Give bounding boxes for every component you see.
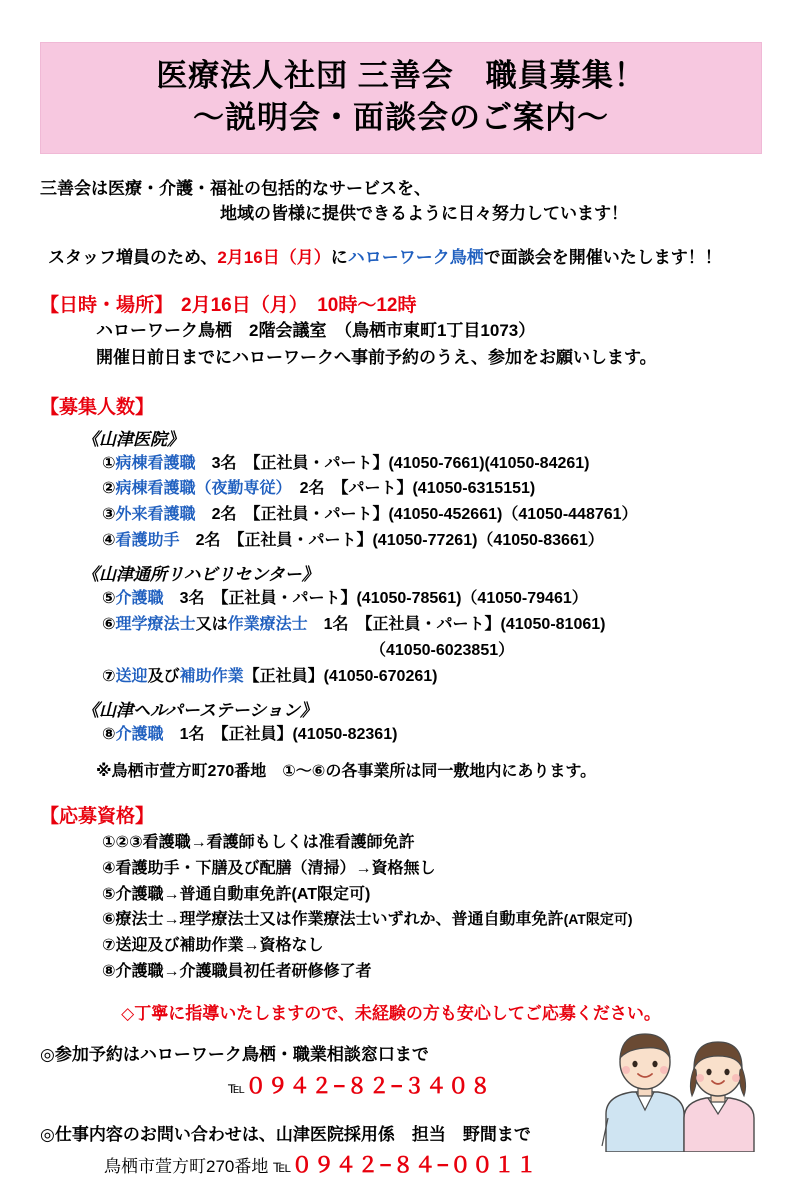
recruit-item [40, 664, 774, 690]
intro-line-1: 三善会は医療・介護・福祉の包括的なサービスを、 [40, 178, 431, 198]
item-job-alt: 補助作業 [179, 667, 244, 685]
qualification-item: ④看護助手・下膳及び配膳（清掃）→資格無し [102, 859, 436, 877]
recruit-item [40, 476, 774, 502]
recruit-group-title: 《山津医院》 [82, 429, 184, 449]
item-rest: 2名 【正社員・パート】(41050-77261)（41050-83661） [179, 532, 604, 550]
qualification-item: ⑤介護職→普通自動車免許(AT限定可) [102, 885, 371, 903]
intro-line-3-pre: スタッフ増員のため、 [48, 247, 218, 267]
qualification-section [28, 801, 774, 985]
intro-line-3-post: で面談会を開催いたします！！ [483, 247, 722, 267]
qualification-item-text: ⑥療法士→理学療法士又は作業療法士いずれか、普通自動車免許 [102, 911, 564, 929]
title-banner [40, 42, 762, 154]
item-number: ④ [102, 532, 116, 550]
qualification-item [40, 907, 774, 933]
item-job-connector: 又は [195, 616, 228, 634]
datetime-heading: 【日時・場所】 [40, 295, 174, 317]
item-number: ⑦ [102, 667, 116, 685]
intro-block [28, 176, 774, 271]
datetime-section [28, 290, 774, 371]
item-number: ⑧ [102, 725, 116, 743]
item-rest: 1名 【正社員】(41050-82361) [163, 725, 398, 743]
item-number: ⑤ [102, 590, 116, 608]
banner-title-line-1: 医療法人社団 三善会 職員募集！ [156, 58, 646, 93]
item-job: 介護職 [115, 590, 164, 608]
contact-address-2: 鳥栖市萱方町270番地 [104, 1157, 269, 1177]
item-job: 看護助手 [115, 532, 180, 550]
contact-phone-2: ０９４２−８４−００１１ [291, 1154, 538, 1178]
item-job-connector: 及び [147, 667, 180, 685]
recruit-item [40, 528, 774, 554]
qualification-item: ①②③看護職→看護師もしくは准看護師免許 [102, 833, 415, 851]
phone-icon: ℡ [228, 1079, 246, 1097]
item-job: 送迎 [115, 667, 148, 685]
item-job: 介護職 [115, 725, 164, 743]
intro-line-2: 地域の皆様に提供できるように日々努力しています！ [220, 204, 628, 224]
recruit-heading: 【募集人数】 [40, 396, 155, 418]
item-job: 病棟看護職 [115, 454, 196, 472]
item-job: 外来看護職 [115, 506, 196, 524]
item-job-alt: 作業療法士 [227, 616, 308, 634]
flyer-page [0, 42, 802, 1176]
recruit-group-title: 《山津ヘルパーステーション》 [82, 700, 317, 720]
recruit-note: ※鳥栖市萱方町270番地 ①〜⑥の各事業所は同一敷地内にあります。 [96, 762, 597, 780]
datetime-sub-2: 開催日前日までにハローワークへ事前予約のうえ、参加をお願いします。 [96, 348, 657, 368]
intro-line-3 [40, 245, 774, 271]
item-job: 病棟看護職（夜勤専従） [115, 480, 284, 498]
banner-title-line-2: 〜説明会・面談会のご案内〜 [193, 99, 609, 135]
contact-tel-row-2 [40, 1149, 774, 1179]
encouragement-line: ◇丁寧に指導いたしますので、未経験の方も安心してご応募ください。 [121, 1004, 661, 1024]
item-number: ③ [102, 506, 116, 524]
recruit-item [40, 722, 774, 748]
datetime-value: 2月16日（月） 10時〜12時 [181, 295, 417, 317]
item-number: ② [102, 480, 116, 498]
item-rest: 3名 【正社員・パート】(41050-7661)(41050-84261) [195, 454, 590, 472]
recruit-section [28, 392, 774, 781]
contact-line-1: ◎参加予約はハローワーク鳥栖・職業相談窓口まで [40, 1045, 429, 1065]
recruit-item [40, 502, 774, 528]
two-staff-characters-illustration [588, 1022, 774, 1152]
recruit-group-title: 《山津通所リハビリセンター》 [82, 565, 319, 585]
datetime-row [40, 290, 774, 317]
item-rest: 2名 【正社員・パート】(41050-452661)（41050-448761） [195, 506, 638, 524]
phone-icon: ℡ [273, 1157, 292, 1177]
contact-phone-1: ０９４２−８２−３４０８ [245, 1074, 492, 1098]
qualification-item: ⑧介護職→介護職員初任者研修修了者 [102, 963, 372, 981]
item-number: ⑥ [102, 616, 116, 634]
intro-line-3-mid: に [330, 247, 348, 267]
qualification-heading: 【応募資格】 [40, 805, 155, 827]
intro-event-date: 2月16日（月） [217, 247, 331, 267]
recruit-item [40, 451, 774, 477]
item-job: 理学療法士 [115, 616, 196, 634]
item-rest: 2名 【パート】(41050-6315151) [283, 480, 536, 498]
qualification-item-tail: (AT限定可) [563, 911, 633, 928]
contact-line-2: ◎仕事内容のお問い合わせは、山津医院採用係 担当 野間まで [40, 1124, 531, 1144]
item-rest: 【正社員】(41050-670261) [243, 667, 438, 685]
qualification-item: ⑦送迎及び補助作業→資格なし [102, 937, 324, 955]
intro-event-place: ハローワーク鳥栖 [347, 247, 484, 267]
recruit-item [40, 612, 774, 638]
item-number: ① [102, 454, 116, 472]
recruit-item-continuation: （41050-6023851） [370, 642, 515, 659]
item-rest: 3名 【正社員・パート】(41050-78561)（41050-79461） [163, 590, 588, 608]
datetime-sub-1: ハローワーク鳥栖 2階会議室 （鳥栖市東町1丁目1073） [96, 321, 536, 341]
item-rest: 1名 【正社員・パート】(41050-81061) [307, 616, 606, 634]
recruit-item [40, 586, 774, 612]
